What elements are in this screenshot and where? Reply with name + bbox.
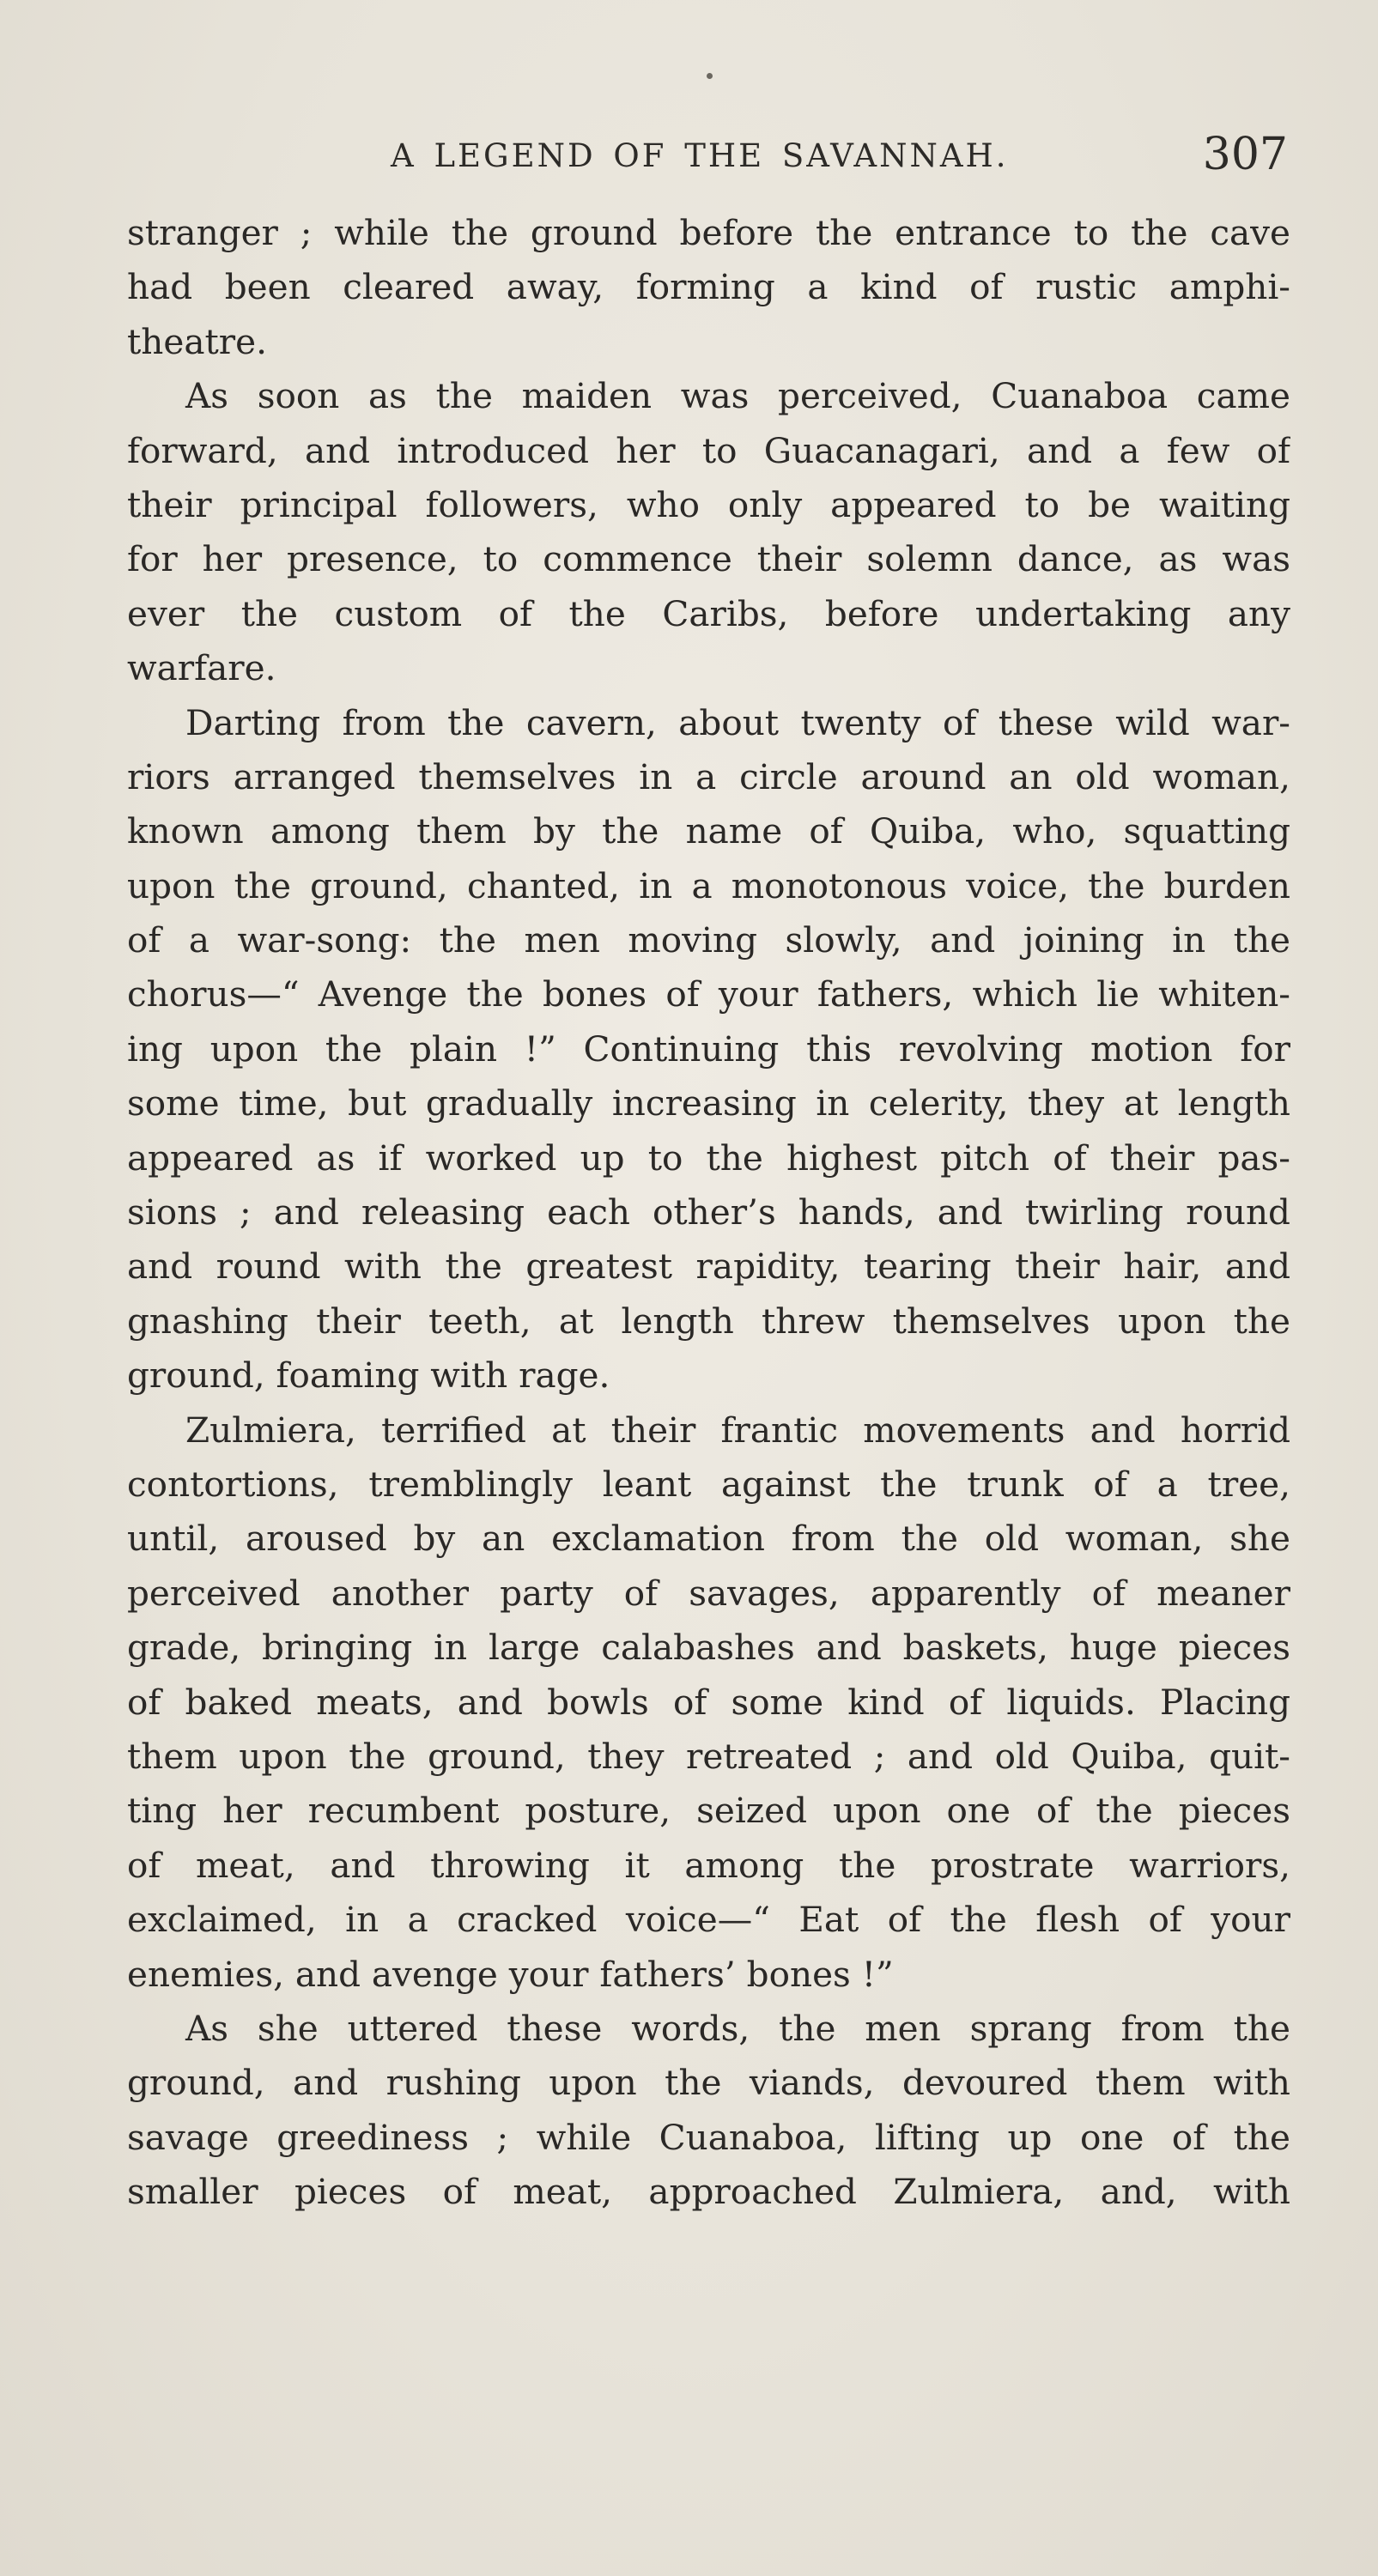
text-line: gnashing their teeth, at length threw themselves upon the xyxy=(127,1300,1290,1342)
text-line: sions ; and releasing each other’s hands, and twirling round xyxy=(127,1191,1290,1233)
text-line: of meat, and throwing it among the prostrate warriors, xyxy=(127,1844,1290,1886)
ink-speck xyxy=(707,73,713,79)
text-line: some time, but gradually increasing in celerity, they at length xyxy=(127,1082,1290,1124)
text-line: smaller pieces of meat, approached Zulmiera, and, with xyxy=(127,2171,1290,2213)
body-text xyxy=(127,206,1290,2219)
text-line: exclaimed, in a cracked voice—“ Eat of the flesh of your xyxy=(127,1899,1290,1941)
text-line: contortions, tremblingly leant against the trunk of a tree, xyxy=(127,1463,1290,1505)
text-line: ting her recumbent posture, seized upon one of the pieces xyxy=(127,1790,1290,1832)
text-line: enemies, and avenge your fathers’ bones !” xyxy=(127,1953,894,1995)
text-line: riors arranged themselves in a circle around an old woman, xyxy=(127,755,1290,797)
running-head-title: A LEGEND OF THE SAVANNAH. xyxy=(391,137,1009,174)
text-line: of baked meats, and bowls of some kind of liquids. Placing xyxy=(127,1681,1290,1723)
text-line: ground, and rushing upon the viands, devoured them with xyxy=(127,2062,1290,2104)
text-line: known among them by the name of Quiba, who, squatting xyxy=(127,810,1290,852)
text-line: stranger ; while the ground before the entrance to the cave xyxy=(127,212,1290,253)
text-line: upon the ground, chanted, in a monotonous voice, the burden xyxy=(127,864,1290,906)
text-line: ever the custom of the Caribs, before undertaking any xyxy=(127,592,1290,634)
text-line: theatre. xyxy=(127,320,267,362)
text-line: perceived another party of savages, apparently of meaner xyxy=(127,1572,1290,1614)
paragraph-first-line: Darting from the cavern, about twenty of these wild war- xyxy=(185,701,1290,743)
text-line: and round with the greatest rapidity, tearing their hair, and xyxy=(127,1246,1290,1288)
running-head xyxy=(129,129,1288,189)
text-line: appeared as if worked up to the highest pitch of their pas- xyxy=(127,1136,1290,1179)
text-line: them upon the ground, they retreated ; and old Quiba, quit- xyxy=(127,1735,1290,1777)
text-line: for her presence, to commence their solemn dance, as was xyxy=(127,538,1290,580)
text-line: had been cleared away, forming a kind of rustic amphi- xyxy=(127,266,1290,308)
text-line: ground, foaming with rage. xyxy=(127,1355,610,1397)
text-line: savage greediness ; while Cuanaboa, lifting up one of the xyxy=(127,2116,1290,2158)
page-number: 307 xyxy=(1202,129,1288,180)
text-line: chorus—“ Avenge the bones of your fathers, which lie whiten- xyxy=(127,973,1290,1015)
text-line: their principal followers, who only appeared to be waiting xyxy=(127,483,1290,525)
text-line: until, aroused by an exclamation from the old woman, she xyxy=(127,1518,1290,1560)
text-line: forward, and introduced her to Guacanagari, and a few of xyxy=(127,429,1290,471)
paragraph-first-line: Zulmiera, terrified at their frantic movements and horrid xyxy=(185,1409,1290,1451)
text-line: grade, bringing in large calabashes and baskets, huge pieces xyxy=(127,1627,1290,1669)
text-line: ing upon the plain !” Continuing this revolving motion for xyxy=(127,1027,1290,1070)
text-line: of a war-song: the men moving slowly, and joining in the xyxy=(127,919,1290,961)
paragraph-first-line: As she uttered these words, the men sprang from the xyxy=(185,2007,1290,2049)
text-line: warfare. xyxy=(127,647,276,689)
paragraph-first-line: As soon as the maiden was perceived, Cuanaboa came xyxy=(185,375,1290,417)
